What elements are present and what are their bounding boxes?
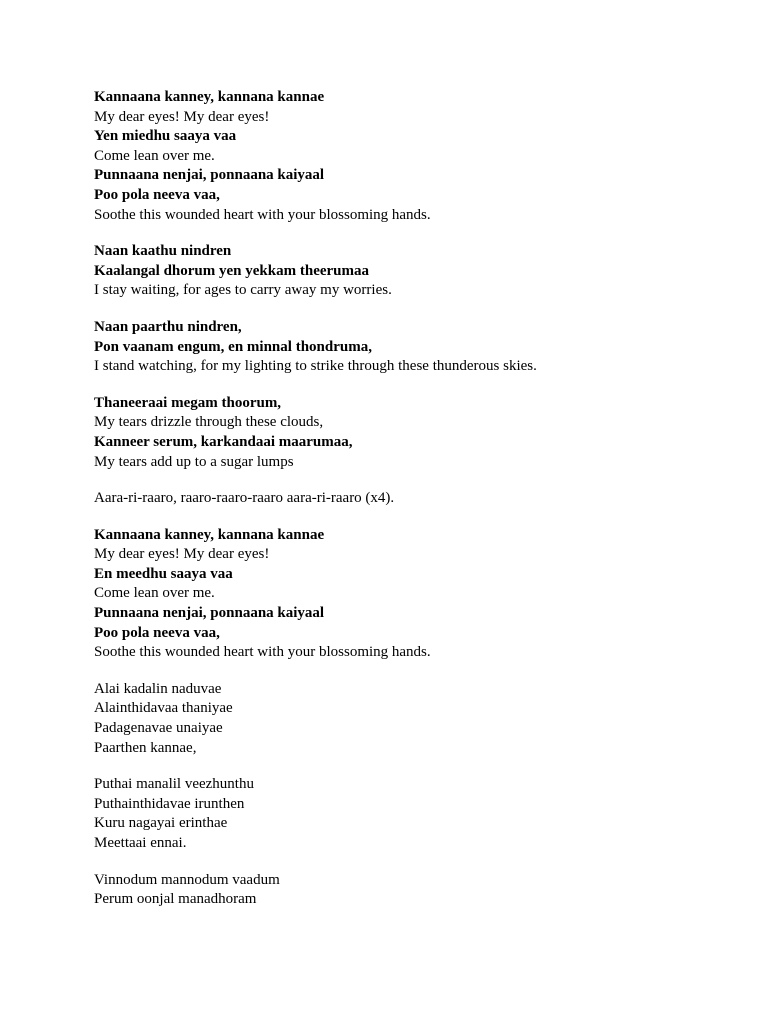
lyric-line-bold: Thaneeraai megam thoorum, bbox=[94, 394, 282, 411]
lyric-line: Soothe this wounded heart with your blossoming hands. bbox=[94, 206, 431, 223]
lyric-line: My dear eyes! My dear eyes! bbox=[94, 546, 270, 563]
lyric-line: Come lean over me. bbox=[94, 147, 215, 164]
lyric-line: Alai kadalin naduvae bbox=[94, 680, 222, 697]
lyric-line-bold: Kaalangal dhorum yen yekkam theerumaa bbox=[94, 262, 370, 279]
stanza bbox=[94, 526, 734, 663]
lyric-line: Alainthidavaa thaniyae bbox=[94, 700, 233, 717]
lyric-line-bold: En meedhu saaya vaa bbox=[94, 565, 233, 582]
stanza bbox=[94, 394, 734, 472]
lyric-line-bold: Poo pola neeva vaa, bbox=[94, 186, 220, 203]
lyric-line-bold: Punnaana nenjai, ponnaana kaiyaal bbox=[94, 167, 325, 184]
lyric-line: Vinnodum mannodum vaadum bbox=[94, 871, 280, 888]
lyric-line-bold: Poo pola neeva vaa, bbox=[94, 624, 220, 641]
stanza bbox=[94, 871, 734, 910]
lyric-line-bold: Punnaana nenjai, ponnaana kaiyaal bbox=[94, 605, 325, 622]
lyric-line: Kuru nagayai erinthae bbox=[94, 815, 228, 832]
lyric-line: Meettaai ennai. bbox=[94, 835, 187, 851]
lyric-line: I stay waiting, for ages to carry away my worries. bbox=[94, 282, 392, 299]
stanza bbox=[94, 680, 734, 758]
lyric-line: Padagenavae unaiyae bbox=[94, 720, 223, 737]
lyric-line: Puthainthidavae irunthen bbox=[94, 795, 245, 812]
lyric-line-bold: Yen miedhu saaya vaa bbox=[94, 128, 237, 145]
stanza bbox=[94, 489, 734, 509]
lyric-line: Paarthen kannae, bbox=[94, 739, 197, 756]
lyric-line: Soothe this wounded heart with your blossoming hands. bbox=[94, 644, 431, 661]
stanza bbox=[94, 318, 734, 377]
lyric-line: My dear eyes! My dear eyes! bbox=[94, 108, 270, 125]
lyric-line: My tears add up to a sugar lumps bbox=[94, 453, 294, 470]
stanza bbox=[94, 88, 734, 225]
lyric-line-bold: Kannaana kanney, kannana kannae bbox=[94, 89, 325, 105]
lyric-line-bold: Naan kaathu nindren bbox=[94, 243, 232, 260]
lyric-line: Aara-ri-raaro, raaro-raaro-raaro aara-ri-raaro (x4). bbox=[94, 490, 395, 507]
lyric-line-bold: Kannaana kanney, kannana kannae bbox=[94, 526, 325, 543]
lyric-line: I stand watching, for my lighting to strike through these thunderous skies. bbox=[94, 358, 537, 375]
lyric-line: Puthai manalil veezhunthu bbox=[94, 776, 254, 793]
lyric-line: Perum oonjal manadhoram bbox=[94, 891, 257, 908]
stanza bbox=[94, 775, 734, 853]
lyric-line: Come lean over me. bbox=[94, 585, 215, 602]
lyric-line-bold: Naan paarthu nindren, bbox=[94, 318, 242, 335]
lyrics-body bbox=[94, 88, 734, 927]
stanza bbox=[94, 242, 734, 301]
lyric-line-bold: Kanneer serum, karkandaai maarumaa, bbox=[94, 433, 353, 450]
lyric-line: My tears drizzle through these clouds, bbox=[94, 414, 324, 431]
lyric-line-bold: Pon vaanam engum, en minnal thondruma, bbox=[94, 338, 372, 355]
